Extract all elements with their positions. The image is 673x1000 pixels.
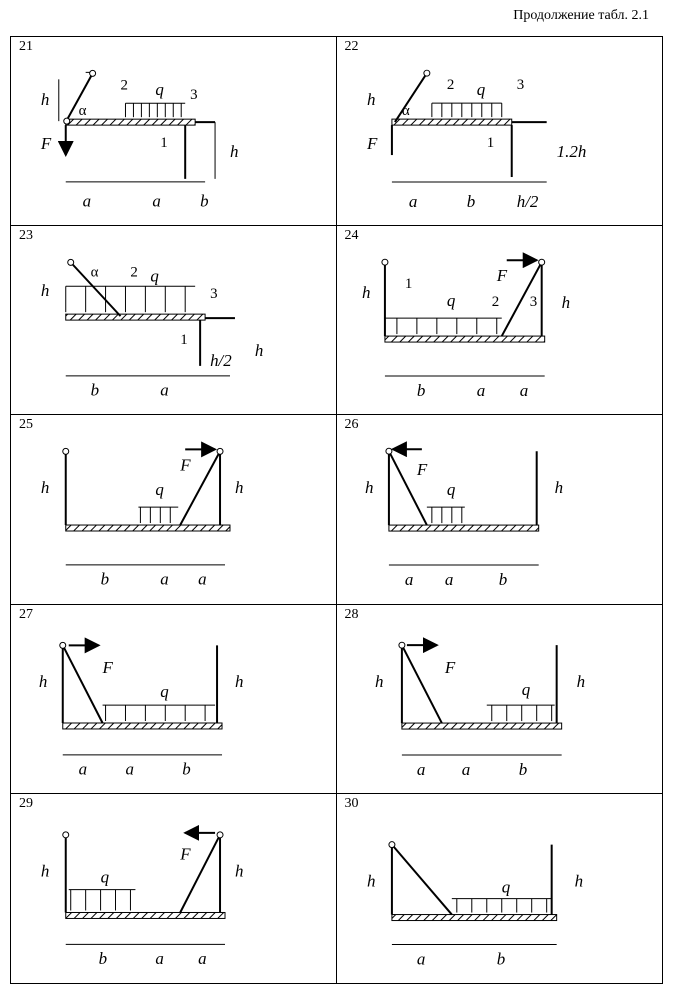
svg-text:b: b bbox=[518, 759, 527, 779]
svg-text:a: a bbox=[155, 949, 164, 969]
svg-text:h: h bbox=[366, 871, 375, 891]
svg-text:b: b bbox=[200, 191, 209, 211]
svg-text:α: α bbox=[78, 103, 87, 120]
scheme-number: 22 bbox=[344, 39, 359, 54]
svg-text:h: h bbox=[574, 871, 583, 891]
svg-text:h: h bbox=[40, 861, 50, 881]
svg-text:1.2h: 1.2h bbox=[556, 142, 586, 162]
svg-text:b: b bbox=[90, 380, 100, 400]
svg-text:α: α bbox=[401, 103, 410, 120]
svg-text:q: q bbox=[446, 480, 455, 500]
svg-text:3: 3 bbox=[210, 286, 218, 303]
svg-text:a: a bbox=[78, 759, 88, 779]
svg-text:h: h bbox=[364, 478, 373, 498]
scheme-25-diagram bbox=[11, 415, 336, 603]
table-caption: Продолжение табл. 2.1 bbox=[513, 8, 649, 23]
svg-text:3: 3 bbox=[516, 77, 524, 94]
scheme-26-diagram bbox=[337, 415, 663, 603]
svg-text:3: 3 bbox=[529, 294, 537, 311]
svg-text:F: F bbox=[366, 134, 377, 154]
svg-text:h: h bbox=[40, 478, 50, 498]
svg-text:a: a bbox=[125, 759, 134, 779]
scheme-number: 23 bbox=[19, 228, 33, 244]
scheme-29-diagram bbox=[11, 794, 336, 983]
svg-text:a: a bbox=[408, 191, 417, 211]
scheme-cell bbox=[11, 37, 337, 226]
svg-text:3: 3 bbox=[190, 87, 198, 104]
svg-text:a: a bbox=[198, 949, 207, 969]
svg-text:b: b bbox=[98, 949, 108, 969]
svg-text:2: 2 bbox=[491, 294, 499, 311]
svg-text:h: h bbox=[234, 671, 244, 691]
svg-text:2: 2 bbox=[120, 77, 128, 94]
svg-text:F: F bbox=[102, 657, 113, 677]
scheme-30-diagram bbox=[337, 794, 663, 983]
svg-text:b: b bbox=[182, 759, 191, 779]
svg-text:h: h bbox=[576, 671, 585, 691]
svg-text:a: a bbox=[519, 381, 528, 401]
svg-text:α: α bbox=[90, 264, 99, 281]
scheme-24-diagram bbox=[337, 226, 663, 414]
svg-text:h: h bbox=[361, 283, 370, 303]
svg-text:a: a bbox=[461, 759, 470, 779]
svg-text:a: a bbox=[152, 191, 161, 211]
scheme-cell bbox=[337, 605, 663, 794]
svg-text:q: q bbox=[476, 80, 485, 100]
scheme-number: 27 bbox=[19, 606, 33, 622]
scheme-number: 26 bbox=[344, 417, 359, 433]
scheme-cell bbox=[11, 415, 337, 604]
svg-text:F: F bbox=[180, 455, 191, 475]
scheme-23-diagram bbox=[11, 226, 336, 414]
svg-text:a: a bbox=[416, 949, 425, 969]
svg-text:h: h bbox=[234, 861, 244, 881]
svg-text:2: 2 bbox=[130, 264, 138, 281]
svg-text:h/2: h/2 bbox=[516, 191, 538, 211]
svg-text:h: h bbox=[40, 90, 50, 110]
scheme-number: 21 bbox=[19, 39, 33, 54]
svg-text:h: h bbox=[38, 671, 48, 691]
svg-text:h: h bbox=[366, 90, 375, 110]
scheme-28-diagram bbox=[337, 605, 663, 793]
scheme-cell bbox=[337, 794, 663, 983]
scheme-cell bbox=[11, 226, 337, 415]
scheme-22-diagram bbox=[337, 37, 663, 225]
svg-text:F: F bbox=[180, 844, 191, 864]
scheme-number: 25 bbox=[19, 417, 33, 433]
svg-text:h: h bbox=[234, 478, 244, 498]
svg-text:a: a bbox=[160, 380, 169, 400]
svg-text:b: b bbox=[100, 570, 110, 590]
svg-text:h/2: h/2 bbox=[210, 351, 232, 371]
schemes-table bbox=[10, 36, 663, 984]
svg-text:1: 1 bbox=[160, 135, 168, 152]
scheme-cell bbox=[337, 415, 663, 604]
svg-text:1: 1 bbox=[486, 135, 494, 152]
svg-text:a: a bbox=[82, 191, 92, 211]
svg-text:1: 1 bbox=[404, 276, 412, 293]
svg-text:q: q bbox=[155, 80, 164, 100]
svg-text:a: a bbox=[476, 381, 485, 401]
svg-text:b: b bbox=[496, 949, 505, 969]
svg-text:q: q bbox=[155, 480, 164, 500]
svg-text:1: 1 bbox=[180, 332, 188, 349]
svg-text:b: b bbox=[498, 570, 507, 590]
svg-text:h: h bbox=[374, 671, 383, 691]
scheme-cell bbox=[337, 226, 663, 415]
svg-text:h: h bbox=[254, 341, 264, 361]
svg-text:a: a bbox=[160, 570, 169, 590]
svg-text:h: h bbox=[561, 293, 570, 313]
scheme-number: 28 bbox=[344, 606, 359, 622]
svg-text:2: 2 bbox=[446, 77, 454, 94]
svg-text:h: h bbox=[229, 141, 239, 161]
svg-text:h: h bbox=[40, 281, 50, 301]
svg-text:q: q bbox=[446, 291, 455, 311]
scheme-27-diagram bbox=[11, 605, 336, 793]
scheme-cell bbox=[11, 794, 337, 983]
svg-text:a: a bbox=[198, 570, 207, 590]
svg-text:F: F bbox=[40, 134, 52, 154]
scheme-cell bbox=[337, 37, 663, 226]
svg-text:q: q bbox=[501, 877, 510, 897]
svg-text:a: a bbox=[444, 570, 453, 590]
scheme-cell bbox=[11, 605, 337, 794]
svg-text:F: F bbox=[444, 657, 455, 677]
svg-text:h: h bbox=[554, 478, 563, 498]
scheme-21-diagram bbox=[11, 37, 336, 225]
svg-text:b: b bbox=[466, 191, 475, 211]
scheme-number: 30 bbox=[344, 795, 359, 811]
svg-text:q: q bbox=[150, 266, 159, 286]
svg-text:a: a bbox=[404, 570, 413, 590]
svg-text:F: F bbox=[416, 460, 427, 480]
svg-text:q: q bbox=[100, 867, 110, 887]
svg-text:F: F bbox=[496, 266, 507, 286]
svg-text:q: q bbox=[521, 679, 530, 699]
svg-text:q: q bbox=[160, 681, 169, 701]
svg-text:b: b bbox=[416, 381, 425, 401]
scheme-number: 24 bbox=[344, 228, 359, 244]
scheme-number: 29 bbox=[19, 795, 33, 811]
svg-text:a: a bbox=[416, 759, 425, 779]
